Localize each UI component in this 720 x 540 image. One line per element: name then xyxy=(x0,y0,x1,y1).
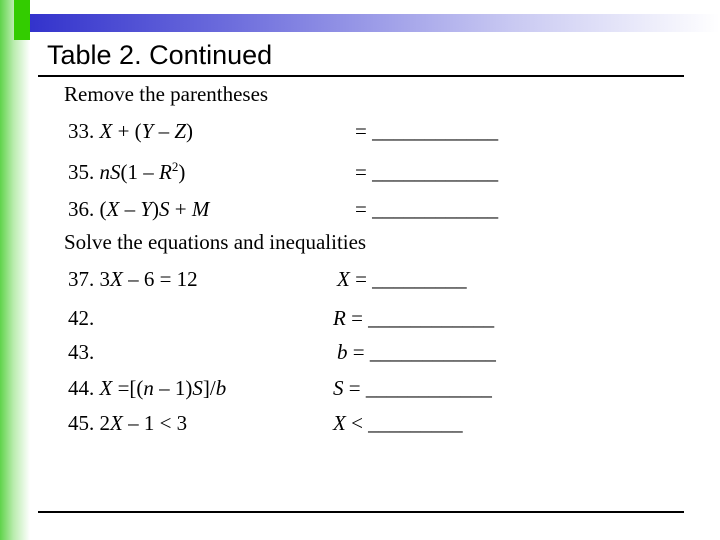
answer-variable: X xyxy=(333,411,346,435)
problem-number: 43. xyxy=(68,340,95,364)
problem-number: 35. xyxy=(68,160,95,184)
section-heading-equations: Solve the equations and inequalities xyxy=(64,230,367,254)
answer-line: = ____________ xyxy=(351,306,495,330)
answer-variable: X xyxy=(337,267,350,291)
problem-expression: $nS(1 - R^2)$ xyxy=(99,159,186,184)
answer-line: < _________ xyxy=(351,411,463,435)
problem-36 xyxy=(68,196,209,222)
section-heading-parentheses: Remove the parentheses xyxy=(64,82,269,106)
problem-expression: X =[(n – 1)S]/b xyxy=(99,376,227,400)
answer-variable: S xyxy=(333,376,344,400)
problem-33 xyxy=(68,118,193,144)
problem-number: 42. xyxy=(68,306,95,330)
footer-divider xyxy=(38,511,684,513)
problem-35 xyxy=(68,159,185,185)
top-accent-bar xyxy=(30,14,720,32)
answer-blank-36: = ____________ xyxy=(355,197,499,221)
answer-blank-45 xyxy=(333,410,463,436)
answer-blank-35: = ____________ xyxy=(355,160,499,184)
problem-number: 37. xyxy=(68,267,95,291)
answer-blank-43 xyxy=(337,339,496,365)
problem-number: 33. xyxy=(68,119,95,143)
answer-blank-44 xyxy=(333,375,492,401)
problem-37 xyxy=(68,266,198,292)
problem-45 xyxy=(68,410,187,436)
problem-expression: X + (Y – Z) xyxy=(99,119,194,143)
problem-number: 44. xyxy=(68,376,95,400)
answer-blank-37 xyxy=(337,266,467,292)
answer-blank-42 xyxy=(333,305,494,331)
answer-line: = ____________ xyxy=(352,340,496,364)
problem-expression: (X – Y)S + M xyxy=(99,197,210,221)
title-divider xyxy=(38,75,684,77)
answer-blank-33: = ____________ xyxy=(355,119,499,143)
problem-44 xyxy=(68,375,226,401)
answer-line: = ____________ xyxy=(348,376,492,400)
answer-line: = _________ xyxy=(355,267,467,291)
answer-variable: R xyxy=(333,306,346,330)
page-title: Table 2. Continued xyxy=(47,40,273,70)
answer-variable: b xyxy=(337,340,348,364)
problem-number: 36. xyxy=(68,197,95,221)
problem-expression: 2X – 1 < 3 xyxy=(99,411,188,435)
problem-43 xyxy=(68,339,94,365)
left-accent-bar xyxy=(0,0,30,540)
problem-expression: 3X – 6 = 12 xyxy=(99,267,198,291)
left-accent-block xyxy=(14,0,30,40)
problem-42 xyxy=(68,305,94,331)
problem-number: 45. xyxy=(68,411,95,435)
